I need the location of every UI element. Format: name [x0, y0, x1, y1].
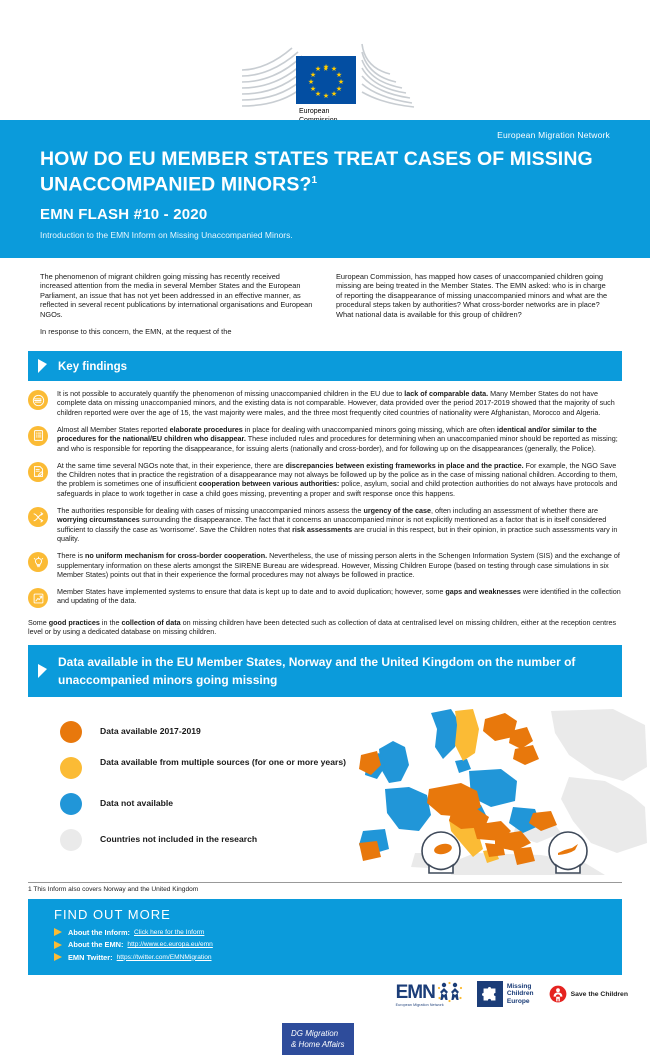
intro-paragraph-1: The phenomenon of migrant children going missing has recently received increased attention from the media in several Member States and the European Parliament, an issue that has not yet been addressed in an effective manner, as reflected in several recent publications by international organisations and European NGOs.	[40, 271, 313, 319]
svg-text:★: ★	[309, 86, 317, 93]
finding-text: Member States have implemented systems to ensure that data is kept up to date and to avoid duplication; however, some gaps and weaknesses were identified in the collection and updating of the data.	[57, 587, 621, 606]
intro-column-right	[336, 272, 610, 338]
page-footnote: 1 This Inform also covers Norway and the United Kingdom	[28, 882, 622, 893]
good-practices-text: Some good practices in the collection of data on missing children have been detected such as collection of data at centralised level on missing children, either at the reception centres level or by using a dedicated database on missing children.	[28, 618, 617, 637]
save-the-children-logo	[548, 984, 628, 1004]
svg-text:★: ★	[337, 79, 345, 86]
partner-logos	[396, 981, 628, 1007]
data-waves-icon	[28, 390, 48, 410]
link-label: EMN Twitter:	[68, 952, 113, 962]
european-commission-logo	[240, 20, 420, 120]
arrow-icon	[54, 953, 62, 961]
arrow-icon	[54, 928, 62, 936]
emn-wordmark: EMN	[395, 981, 435, 1003]
legend-item	[60, 721, 346, 743]
checklist-icon	[28, 426, 48, 446]
key-findings-banner	[28, 351, 622, 381]
logo-area	[0, 0, 650, 120]
legend-swatch	[60, 829, 82, 851]
inform-link[interactable]: Click here for the Inform	[134, 928, 205, 936]
dg-line-1: DG Migration	[291, 1029, 339, 1039]
legend-label: Data not available	[100, 797, 174, 808]
header-subtitle: Introduction to the EMN Inform on Missing Unaccompanied Minors.	[40, 229, 293, 240]
svg-text:★: ★	[309, 72, 317, 79]
puzzle-piece-icon	[477, 981, 503, 1007]
page-title	[40, 148, 610, 196]
map-section-banner	[28, 645, 622, 697]
svg-text:★: ★	[330, 91, 338, 98]
svg-text:★: ★	[335, 72, 343, 79]
mce-line-3: Europe	[506, 998, 530, 1005]
map-section	[0, 703, 650, 878]
legend-swatch	[60, 757, 82, 779]
emn-logo	[396, 981, 463, 1007]
chart-trend-icon	[28, 588, 48, 608]
finding-text: It is not possible to accurately quantify the phenomenon of missing unaccompanied children in the EU due to lack of comparable data. Many Member States do not have complete data on missing unaccompanied minors, and the existing data is not comparable. However, data provided over the period 2017-2019 showed that the majority of such children reported were over the age of 15, the vast majority were males, and the three most frequently cited countries of nationality were Afghanistan, Morocco and Algeria.	[57, 389, 615, 417]
network-shuffle-icon	[28, 507, 48, 527]
mce-line-2: Children	[506, 990, 534, 998]
banner-arrow-icon	[38, 359, 47, 373]
flash-number: EMN FLASH #10 - 2020	[40, 205, 208, 223]
svg-text:★: ★	[335, 86, 343, 93]
lightbulb-icon	[28, 552, 48, 572]
svg-text:★: ★	[314, 91, 322, 98]
arrow-icon	[54, 941, 62, 949]
europe-choropleth-map	[355, 703, 650, 878]
map-section-title: Data available in the EU Member States, Norway and the United Kingdom on the number of unaccompanied minors going missing	[58, 654, 576, 687]
finding-item	[28, 551, 622, 579]
banner-arrow-icon	[38, 664, 47, 678]
finding-text: Almost all Member States reported elaborate procedures in place for dealing with unaccompanied minors going missing, which are often identical and/or similar to the procedures for the national/EU children who disappear. These included rules and procedures for determining when an unaccompanied minor should be reported as missing; and who is responsible for reporting the disappearance, for issuing alerts (nationally and cross-border), and for following up on the disappearances (generally, the Police).	[57, 424, 618, 453]
svg-text:★: ★	[322, 93, 330, 100]
mce-line-1: Missing	[506, 982, 532, 990]
legend-swatch	[60, 793, 82, 815]
finding-text: There is no uniform mechanism for cross-border cooperation. Nevertheless, the use of missing person alerts in the Schengen Information System (SIS) and the exchange of supplementary information on these alerts amongst the SIRENE Bureau are widespread. However, Missing Children Europe (based on testing through case simulations in six Member States) points out that in their experience the formal procedures may not always be followed in practice.	[57, 551, 620, 579]
map-legend	[60, 721, 346, 865]
dg-line-2: & Home Affairs	[291, 1040, 345, 1050]
emn-website-link[interactable]: http://www.ec.europa.eu/emn	[127, 941, 213, 949]
svg-text:★: ★	[330, 66, 338, 73]
network-label: European Migration Network	[497, 130, 610, 140]
intro-column-left	[40, 272, 314, 338]
legend-label: Data available 2017-2019	[100, 725, 201, 736]
legend-item	[60, 757, 346, 779]
title-footnote-marker: 1	[311, 175, 318, 186]
legend-item	[60, 793, 346, 815]
document-edit-icon	[28, 462, 48, 482]
emn-caption: European Migration Network	[395, 1003, 444, 1008]
intro-paragraph-2: In response to this concern, the EMN, at the request of the	[40, 327, 232, 337]
finding-item	[28, 506, 622, 543]
finding-text: At the same time several NGOs note that, in their experience, there are discrepancies between existing frameworks in place and the practice. For example, the NGO Save the Children notes that in practice the registration of a disappearance may not always be followed up by the police as in the case of missing national children. According to them, the problem is sometimes one of insufficient cooperation between various authorities: police, asylum, social and child protection authorities do not always have protocols and safeguards in place to work together in case a child goes missing, preventing a proper and swift response once this happens.	[57, 460, 618, 498]
link-label: About the EMN:	[68, 940, 124, 950]
find-out-more-title: FIND OUT MORE	[54, 906, 171, 922]
svg-text:★: ★	[307, 79, 315, 86]
link-label: About the Inform:	[68, 927, 130, 937]
commission-line-1: European	[299, 108, 330, 115]
find-out-more-section	[28, 899, 622, 976]
legend-label: Countries not included in the research	[100, 833, 258, 844]
stc-wordmark: Save the Children	[570, 990, 628, 998]
page-title-text: HOW DO EU MEMBER STATES TREAT CASES OF MISSING UNACCOMPANIED MINORS?	[40, 148, 593, 196]
finding-text: The authorities responsible for dealing with cases of missing unaccompanied minors assess the urgency of the case, often including an assessment of whether there are worrying circumstances surrounding the disappearance. The fact that it concerns an unaccompanied minor is not explicitly mentioned as a factor that is in itself considered sufficient to classify the case as 'worrisome'. Save the Children notes that risk assessments are crucial in this respect, but in their opinion, in practice such assessments vary in quality.	[57, 506, 618, 543]
intro-paragraph-3: European Commission, has mapped how cases of unaccompanied children going missing are being treated in the Member States. The EMN asked: who is in charge of reporting the disappearance of missing unaccompanied minors and what are the procedural steps taken by authorities? What cross-border networks are in place? What national data is available for this group of children?	[336, 271, 608, 319]
finding-item	[28, 425, 622, 453]
legend-swatch	[60, 721, 82, 743]
find-out-more-row[interactable]	[54, 928, 622, 937]
dg-migration-badge	[282, 1023, 354, 1055]
map-svg	[355, 703, 650, 878]
mce-wordmark	[507, 983, 534, 1006]
svg-text:★: ★	[322, 64, 330, 71]
page-footer	[0, 979, 650, 1057]
legend-label: Data available from multiple sources (for one or more years)	[100, 756, 346, 767]
eu-flag-icon	[296, 56, 356, 104]
emn-twitter-link[interactable]: https://twitter.com/EMNMigration	[116, 953, 212, 961]
legend-item	[60, 829, 346, 851]
page-header	[0, 120, 650, 258]
emn-people-icon	[437, 981, 463, 1003]
missing-children-europe-logo	[477, 981, 534, 1007]
find-out-more-row[interactable]	[54, 953, 622, 962]
child-figure-icon	[548, 984, 568, 1004]
finding-item	[28, 587, 622, 608]
finding-item	[28, 461, 622, 498]
finding-item	[28, 389, 622, 417]
key-findings-list	[0, 381, 650, 608]
introduction	[0, 258, 650, 344]
svg-text:★: ★	[314, 66, 322, 73]
find-out-more-row[interactable]	[54, 940, 622, 949]
key-findings-title: Key findings	[58, 361, 128, 374]
